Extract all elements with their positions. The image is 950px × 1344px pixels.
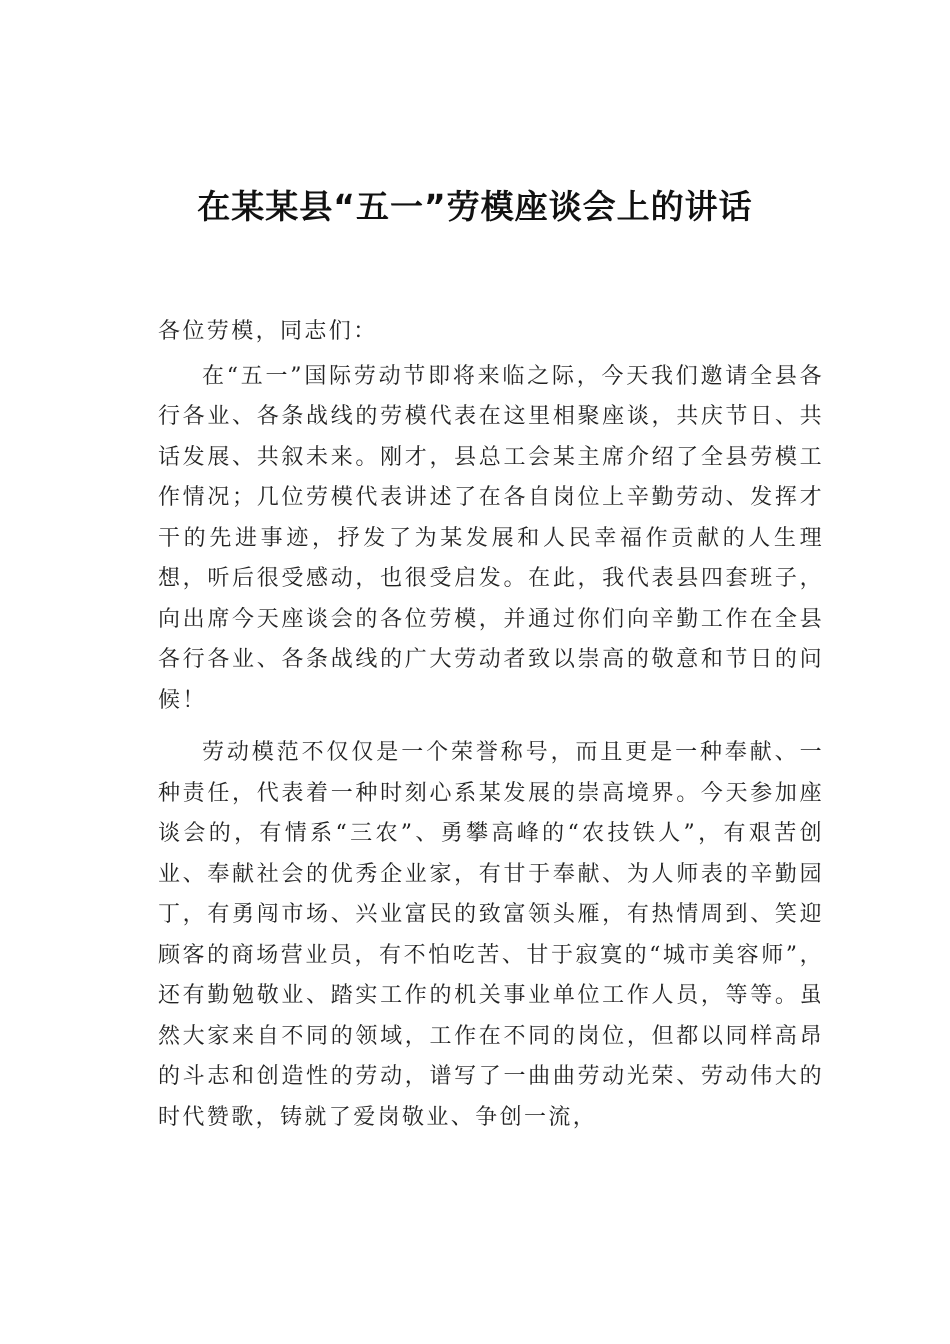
paragraph-1: 在“五一”国际劳动节即将来临之际，今天我们邀请全县各行各业、各条战线的劳模代表在这里相聚座谈，共庆节日、共话发展、共叙未来。刚才，县总工会某主席介绍了全县劳模工作情况；几位劳模代表讲述了在各自岗位上辛勤劳动、发挥才干的先进事迹，抒发了为某发展和人民幸福作贡献的人生理想，听后很受感动，也很受启发。在此，我代表县四套班子，向出席今天座谈会的各位劳模，并通过你们向辛勤工作在全县各行各业、各条战线的广大劳动者致以崇高的敬意和节日的问候！ xyxy=(158,363,824,713)
document-body xyxy=(158,312,824,1150)
document-title: 在某某县“五一”劳模座谈会上的讲话 xyxy=(197,187,753,226)
salutation: 各位劳模，同志们： xyxy=(158,319,378,344)
paragraph-2: 劳动模范不仅仅是一个荣誉称号，而且更是一种奉献、一种责任，代表着一种时刻心系某发展的崇高境界。今天参加座谈会的，有情系“三农”、勇攀高峰的“农技铁人”，有艰苦创业、奉献社会的优秀企业家，有甘于奉献、为人师表的辛勤园丁，有勇闯市场、兴业富民的致富领头雁，有热情周到、笑迎顾客的商场营业员，有不怕吃苦、甘于寂寞的“城市美容师”，还有勤勉敬业、踏实工作的机关事业单位工作人员，等等。虽然大家来自不同的领域，工作在不同的岗位，但都以同样高昂的斗志和创造性的劳动，谱写了一曲曲劳动光荣、劳动伟大的时代赞歌，铸就了爱岗敬业、争创一流， xyxy=(158,740,824,1130)
